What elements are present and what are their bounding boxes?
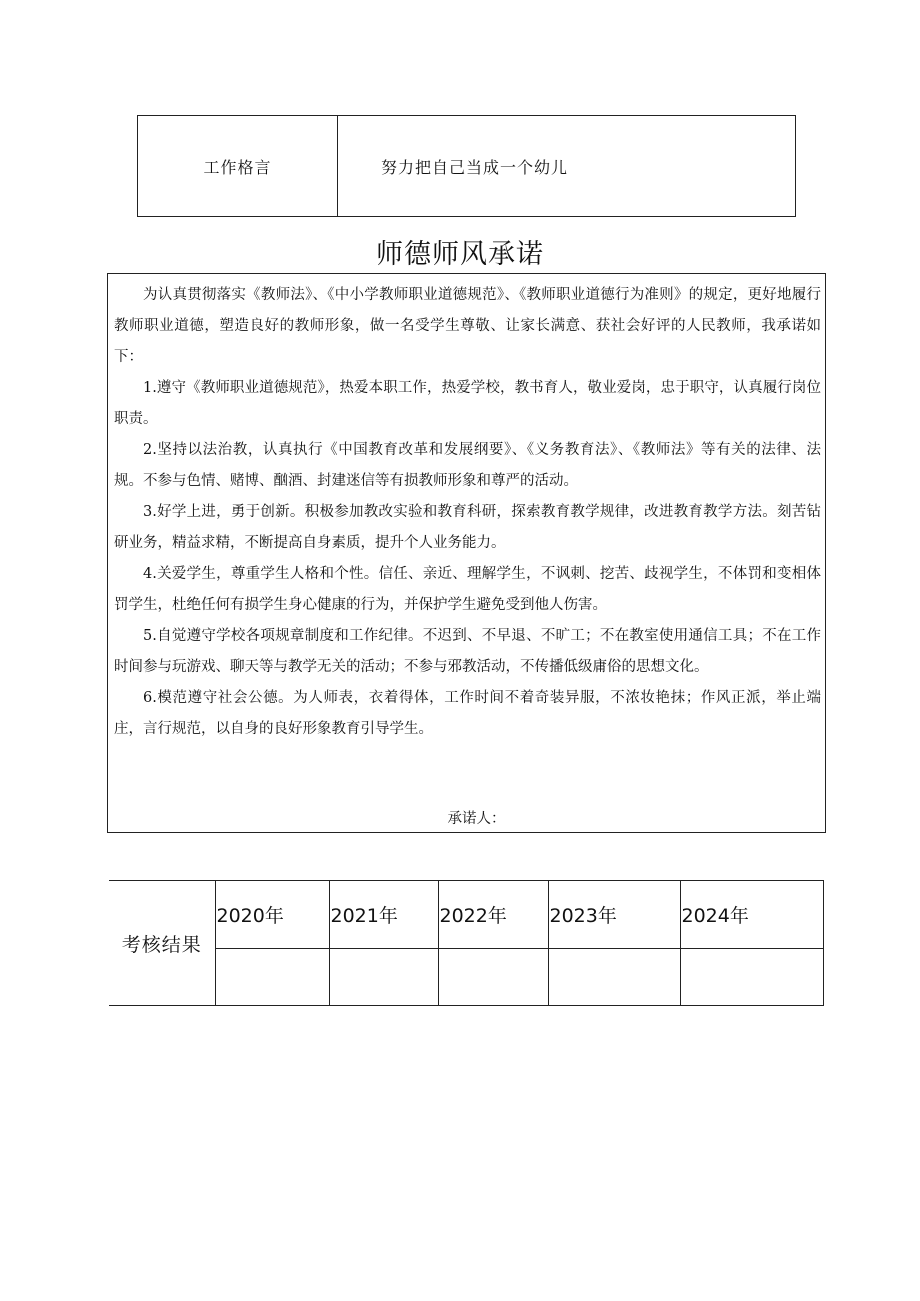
year-header-2023: 2023年 <box>548 881 680 949</box>
assessment-label: 考核结果 <box>109 881 215 1006</box>
assessment-table <box>109 880 824 1006</box>
pledge-title: 师德师风承诺 <box>376 239 544 270</box>
result-cell-2020[interactable] <box>215 949 329 1006</box>
result-cell-2022[interactable] <box>438 949 548 1006</box>
motto-value: 努力把自己当成一个幼儿 <box>381 157 569 177</box>
pledge-item-5: 5.自觉遵守学校各项规章制度和工作纪律。不迟到、不早退、不旷工；不在教室使用通信工具；不在工作时间参与玩游戏、聊天等与教学无关的活动；不参与邪教活动，不传播低级庸俗的思想文化。 <box>114 628 821 675</box>
pledge-item-3: 3.好学上进，勇于创新。积极参加教改实验和教育科研，探索教育教学规律，改进教育教学方法。刻苦钻研业务，精益求精，不断提高自身素质，提升个人业务能力。 <box>114 504 821 551</box>
pledge-item-6: 6.模范遵守社会公德。为人师表，衣着得体，工作时间不着奇装异服，不浓妆艳抹；作风正派，举止端庄，言行规范，以自身的良好形象教育引导学生。 <box>114 690 821 737</box>
result-cell-2021[interactable] <box>329 949 438 1006</box>
result-cell-2024[interactable] <box>680 949 823 1006</box>
year-header-2024: 2024年 <box>680 881 823 949</box>
signer-label: 承诺人： <box>447 811 506 827</box>
year-header-2021: 2021年 <box>329 881 438 949</box>
year-header-2020: 2020年 <box>215 881 329 949</box>
motto-label: 工作格言 <box>138 116 338 216</box>
pledge-item-1: 1.遵守《教师职业道德规范》，热爱本职工作，热爱学校，教书育人，敬业爱岗，忠于职守，认真履行岗位职责。 <box>114 380 821 427</box>
result-cell-2023[interactable] <box>548 949 680 1006</box>
year-header-2022: 2022年 <box>438 881 548 949</box>
pledge-intro: 为认真贯彻落实《教师法》、《中小学教师职业道德规范》、《教师职业道德行为准则》的规定，更好地履行教师职业道德，塑造良好的教师形象，做一名受学生尊敬、让家长满意、获社会好评的人民教师，我承诺如下： <box>114 287 821 365</box>
pledge-box <box>107 273 826 833</box>
pledge-item-2: 2.坚持以法治教，认真执行《中国教育改革和发展纲要》、《义务教育法》、《教师法》等有关的法律、法规。不参与色情、赌博、酗酒、封建迷信等有损教师形象和尊严的活动。 <box>114 442 821 489</box>
pledge-item-4: 4.关爱学生，尊重学生人格和个性。信任、亲近、理解学生，不讽刺、挖苦、歧视学生，不体罚和变相体罚学生，杜绝任何有损学生身心健康的行为，并保护学生避免受到他人伤害。 <box>114 566 821 613</box>
motto-table <box>137 115 796 217</box>
